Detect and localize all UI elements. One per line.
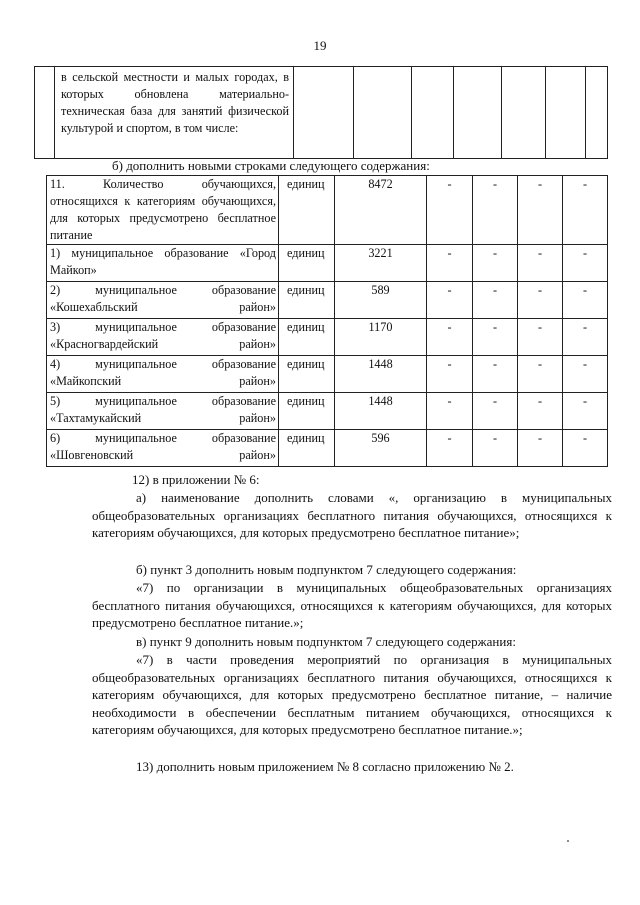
table-cell-name: 6) муниципальное образование «Шовгеновский район» — [47, 430, 279, 467]
table-row — [47, 282, 608, 319]
table-cell-dash: - — [473, 176, 518, 245]
table-cell — [586, 67, 608, 159]
table-cell-dash: - — [473, 430, 518, 467]
paragraph-12: 12) в приложении № 6: — [132, 472, 260, 487]
indicators-table — [46, 175, 608, 467]
table-row — [35, 67, 608, 159]
paragraph-12c-item7: «7) в части проведения мероприятий по организация в муниципальных общеобразовательных организациях бесплатного питания обучающихся, относящихся к категориям обучающихся, для которых предусмотрено бесплатное питание, – наличие необходимости в обеспечении бесплатным питанием обучающихся, относящихся к категориям обучающихся, для которых предусмотрено бесплатное питание.»; — [92, 652, 612, 738]
table-cell-dash: - — [518, 282, 563, 319]
table-cell-dash: - — [427, 245, 473, 282]
table-cell-name: 1) муниципальное образование «Город Майкоп» — [47, 245, 279, 282]
table-cell-dash: - — [563, 176, 608, 245]
table-cell-name: 11. Количество обучающихся, относящихся к категориям обучающихся, для которых предусмотрено бесплатное питание — [47, 176, 279, 245]
table-row — [47, 356, 608, 393]
table-cell-dash: - — [518, 176, 563, 245]
table-cell — [35, 67, 55, 159]
table-cell-name: 5) муниципальное образование «Тахтамукайский район» — [47, 393, 279, 430]
table-cell-name: 3) муниципальное образование «Красногвардейский район» — [47, 319, 279, 356]
paragraph-12b-item7: «7) по организации в муниципальных общеобразовательных организациях бесплатного питания обучающихся, относящихся к категориям обучающихся, для которых предусмотрено бесплатное питание.»; — [92, 580, 612, 631]
table-cell-value: 589 — [335, 282, 427, 319]
table-cell-dash: - — [563, 319, 608, 356]
table-cell-unit: единиц — [279, 430, 335, 467]
table-cell-dash: - — [427, 356, 473, 393]
intro-line: б) дополнить новыми строками следующего содержания: — [112, 158, 430, 173]
table-cell-dash: - — [563, 245, 608, 282]
table-cell-value: 1170 — [335, 319, 427, 356]
table-cell-name: 2) муниципальное образование «Кошехабльский район» — [47, 282, 279, 319]
table-cell — [546, 67, 586, 159]
table-cell-dash: - — [518, 430, 563, 467]
top-table-fragment — [34, 66, 608, 159]
table-cell-dash: - — [427, 319, 473, 356]
page-number: 19 — [313, 38, 327, 53]
table-cell-value: 1448 — [335, 356, 427, 393]
table-cell-dash: - — [473, 245, 518, 282]
table-cell-dash: - — [563, 282, 608, 319]
table-cell-dash: - — [518, 319, 563, 356]
table-cell-dash: - — [518, 393, 563, 430]
table-cell-unit: единиц — [279, 393, 335, 430]
table-cell-unit: единиц — [279, 176, 335, 245]
table-cell — [294, 67, 354, 159]
table-cell-indicator: в сельской местности и малых городах, в которых обновлена материально-техническая база для занятий физической культурой и спортом, в том числе: — [55, 67, 294, 159]
table-cell-unit: единиц — [279, 356, 335, 393]
table-cell-unit: единиц — [279, 245, 335, 282]
table-cell-dash: - — [473, 319, 518, 356]
table-cell-value: 3221 — [335, 245, 427, 282]
table-cell-dash: - — [563, 356, 608, 393]
table-cell — [454, 67, 502, 159]
paragraph-12b: б) пункт 3 дополнить новым подпунктом 7 следующего содержания: — [136, 562, 517, 577]
table-cell-dash: - — [427, 430, 473, 467]
table-cell-name: 4) муниципальное образование «Майкопский район» — [47, 356, 279, 393]
table-cell — [502, 67, 546, 159]
paragraph-13: 13) дополнить новым приложением № 8 согласно приложению № 2. — [136, 759, 514, 774]
table-cell — [354, 67, 412, 159]
table-cell-dash: - — [518, 356, 563, 393]
scan-speck — [567, 840, 569, 842]
table-cell-unit: единиц — [279, 282, 335, 319]
table-cell-dash: - — [563, 393, 608, 430]
table-cell-value: 596 — [335, 430, 427, 467]
paragraph-12c: в) пункт 9 дополнить новым подпунктом 7 следующего содержания: — [136, 634, 516, 649]
table-cell-unit: единиц — [279, 319, 335, 356]
table-cell-value: 1448 — [335, 393, 427, 430]
table-cell-dash: - — [427, 393, 473, 430]
table-cell-dash: - — [563, 430, 608, 467]
table-cell-dash: - — [427, 282, 473, 319]
table-cell-dash: - — [518, 245, 563, 282]
table-row — [47, 430, 608, 467]
table-cell-dash: - — [473, 393, 518, 430]
table-cell-dash: - — [473, 356, 518, 393]
paragraph-12a: а) наименование дополнить словами «, организацию в муниципальных общеобразовательных организациях бесплатного питания обучающихся, относящихся к категориям обучающихся, для которых предусмотрено бесплатное питание»; — [92, 490, 612, 541]
table-row — [47, 245, 608, 282]
table-cell-value: 8472 — [335, 176, 427, 245]
table-cell — [412, 67, 454, 159]
table-row — [47, 319, 608, 356]
table-row — [47, 393, 608, 430]
table-row — [47, 176, 608, 245]
table-cell-dash: - — [473, 282, 518, 319]
table-cell-dash: - — [427, 176, 473, 245]
